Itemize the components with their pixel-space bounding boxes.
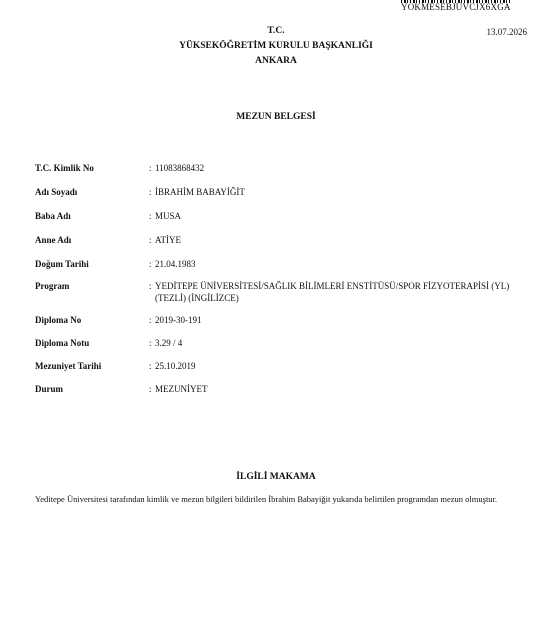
field-colon: : xyxy=(149,384,152,394)
field-label: Anne Adı xyxy=(35,235,72,245)
field-colon: : xyxy=(149,338,152,348)
field-colon: : xyxy=(149,211,152,221)
field-row-name xyxy=(35,187,525,201)
field-value: 2019-30-191 xyxy=(155,315,202,325)
field-row-diploma-grade xyxy=(35,338,525,352)
field-label: Adı Soyadı xyxy=(35,187,78,197)
addressee-title: İLGİLİ MAKAMA xyxy=(236,472,316,482)
issuer-header xyxy=(0,24,552,69)
field-value: 21.04.1983 xyxy=(155,259,196,269)
field-colon: : xyxy=(149,163,152,173)
field-row-graduation-date xyxy=(35,361,525,375)
field-colon: : xyxy=(149,235,152,245)
field-label: Diploma Notu xyxy=(35,338,90,348)
field-label: Diploma No xyxy=(35,315,82,325)
graduation-statement: Yeditepe Üniversitesi tarafından kimlik ve mezun bilgileri bildirilen İbrahim Babayiğit yukarıda belirtilen programdan mezun olmuştur. xyxy=(35,494,498,504)
field-label: Doğum Tarihi xyxy=(35,259,89,269)
field-colon: : xyxy=(149,361,152,371)
field-label: Program xyxy=(35,281,70,291)
document-date: 13.07.2026 xyxy=(486,27,527,37)
field-row-tc-no xyxy=(35,163,525,177)
document-title: MEZUN BELGESİ xyxy=(236,112,316,122)
field-colon: : xyxy=(149,187,152,197)
field-colon: : xyxy=(149,281,152,291)
field-label: T.C. Kimlik No xyxy=(35,163,94,173)
field-row-program xyxy=(35,281,525,304)
field-row-birth-date xyxy=(35,259,525,273)
field-label: Mezuniyet Tarihi xyxy=(35,361,102,371)
field-label: Baba Adı xyxy=(35,211,71,221)
header-city: ANKARA xyxy=(255,56,297,66)
field-row-diploma-no xyxy=(35,315,525,329)
field-colon: : xyxy=(149,259,152,269)
field-row-status xyxy=(35,384,525,398)
field-label: Durum xyxy=(35,384,64,394)
field-row-mother-name xyxy=(35,235,525,249)
field-value: ATİYE xyxy=(155,235,181,245)
field-value: MEZUNİYET xyxy=(155,384,208,394)
field-value: 25.10.2019 xyxy=(155,361,196,371)
field-value: YEDİTEPE ÜNİVERSİTESİ/SAĞLIK BİLİMLERİ ENSTİTÜSÜ/SPOR FİZYOTERAPİSİ (YL) (TEZLİ) (İNGİLİZCE) xyxy=(155,281,510,303)
field-colon: : xyxy=(149,315,152,325)
field-value: MUSA xyxy=(155,211,182,221)
field-value: 11083868432 xyxy=(155,163,205,173)
field-row-father-name xyxy=(35,211,525,225)
header-country: T.C. xyxy=(267,26,285,36)
header-institution: YÜKSEKÖĞRETİM KURULU BAŞKANLIĞI xyxy=(179,41,373,51)
field-value: İBRAHİM BABAYİĞİT xyxy=(155,187,245,197)
field-value: 3.29 / 4 xyxy=(155,338,183,348)
verification-code: YOKMESEBJUVCJX6XGA xyxy=(401,3,513,12)
